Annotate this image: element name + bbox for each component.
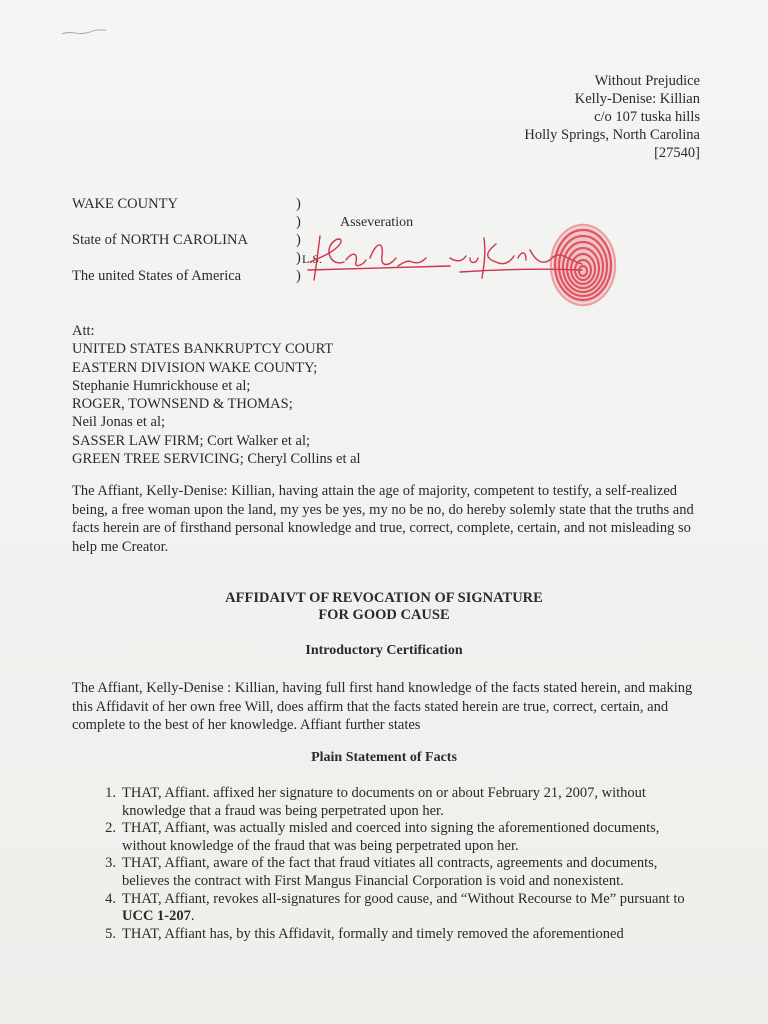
venue-paren: )	[296, 268, 301, 284]
list-item	[92, 785, 704, 820]
ucc-reference: UCC 1-207	[122, 908, 191, 925]
sender-zip: [27540]	[654, 145, 700, 161]
venue-paren: )	[296, 250, 301, 266]
list-item	[92, 855, 704, 890]
list-item	[92, 891, 704, 926]
affiant-intro-paragraph: The Affiant, Kelly-Denise: Killian, having attain the age of majority, competent to testify, a self-realized being, a free woman upon the land, my yes be yes, my no be no, do hereby solemly state that the truths and facts herein are of firsthand personal knowledge and true, correct, complete, certain, and not misleading so help me Creator.	[72, 483, 694, 555]
locus-sigilli-label: L.S.	[302, 252, 323, 266]
sender-address-block	[524, 72, 700, 162]
list-item-text: THAT, Affiant, was actually misled and coerced into signing the aforementioned documents, without knowledge of the fraud that was being perpetrated upon her.	[122, 820, 660, 854]
paper-scuff-mark	[60, 28, 108, 38]
attention-line: UNITED STATES BANKRUPTCY COURT	[72, 341, 334, 358]
sender-street: c/o 107 tuska hills	[594, 109, 700, 125]
attention-line: EASTERN DIVISION WAKE COUNTY;	[72, 359, 318, 376]
handwritten-signature	[300, 222, 590, 288]
document-subtitle: FOR GOOD CAUSE	[318, 607, 450, 623]
certification-paragraph: The Affiant, Kelly-Denise : Killian, having full first hand knowledge of the facts stated herein, and making this Affidavit of her own free Will, does affirm that the facts stated herein are true, correct, certain, and complete to the best of her knowledge. Affiant further states	[72, 680, 693, 733]
list-item-number: 2.	[105, 820, 116, 837]
certification-heading: Introductory Certification	[305, 643, 463, 658]
attention-line: Stephanie Humrickhouse et al;	[72, 377, 251, 394]
venue-nation: The united States of America	[72, 268, 242, 284]
attention-block	[72, 322, 361, 468]
document-title: AFFIDAIVT OF REVOCATION OF SIGNATURE	[225, 590, 543, 606]
list-item-text: THAT, Affiant. affixed her signature to documents on or about February 21, 2007, without knowledge that a fraud was being perpetrated upon her.	[122, 785, 646, 819]
venue-block	[72, 196, 332, 304]
sender-city: Holly Springs, North Carolina	[524, 127, 700, 143]
venue-paren: )	[296, 196, 301, 212]
list-item-number: 3.	[105, 855, 116, 872]
list-item-suffix: .	[190, 908, 195, 925]
attention-line: Neil Jonas et al;	[72, 414, 166, 431]
venue-county: WAKE COUNTY	[72, 196, 178, 212]
asseveration-label: Asseveration	[340, 215, 414, 230]
list-item	[92, 926, 704, 944]
attention-label: Att:	[72, 323, 95, 339]
venue-paren: )	[296, 214, 301, 230]
list-item	[92, 820, 704, 855]
sender-name: Kelly-Denise: Killian	[574, 91, 700, 107]
list-item-number: 1.	[105, 785, 116, 801]
list-item-number: 4.	[105, 890, 116, 907]
list-item-number: 5.	[105, 925, 116, 942]
facts-list	[92, 785, 704, 943]
list-item-text: THAT, Affiant has, by this Affidavit, formally and timely removed the aforementioned	[122, 925, 624, 942]
list-item-text: THAT, Affiant, revokes all-signatures for good cause, and “Without Recourse to Me” pursuant to	[122, 890, 685, 907]
venue-paren: )	[296, 232, 301, 248]
facts-heading: Plain Statement of Facts	[311, 750, 457, 765]
list-item-text-wrapper	[122, 891, 704, 926]
attention-line: ROGER, TOWNSEND & THOMAS;	[72, 396, 293, 413]
thumbprint-mark	[548, 222, 618, 308]
sender-line: Without Prejudice	[594, 73, 700, 89]
attention-line: GREEN TREE SERVICING; Cheryl Collins et al	[72, 451, 361, 468]
list-item-text: THAT, Affiant, aware of the fact that fraud vitiates all contracts, agreements and documents, believes the contract with First Mangus Financial Corporation is void and nonexistent.	[122, 855, 658, 889]
attention-line: SASSER LAW FIRM; Cort Walker et al;	[72, 432, 310, 449]
venue-state: State of NORTH CAROLINA	[72, 232, 248, 248]
